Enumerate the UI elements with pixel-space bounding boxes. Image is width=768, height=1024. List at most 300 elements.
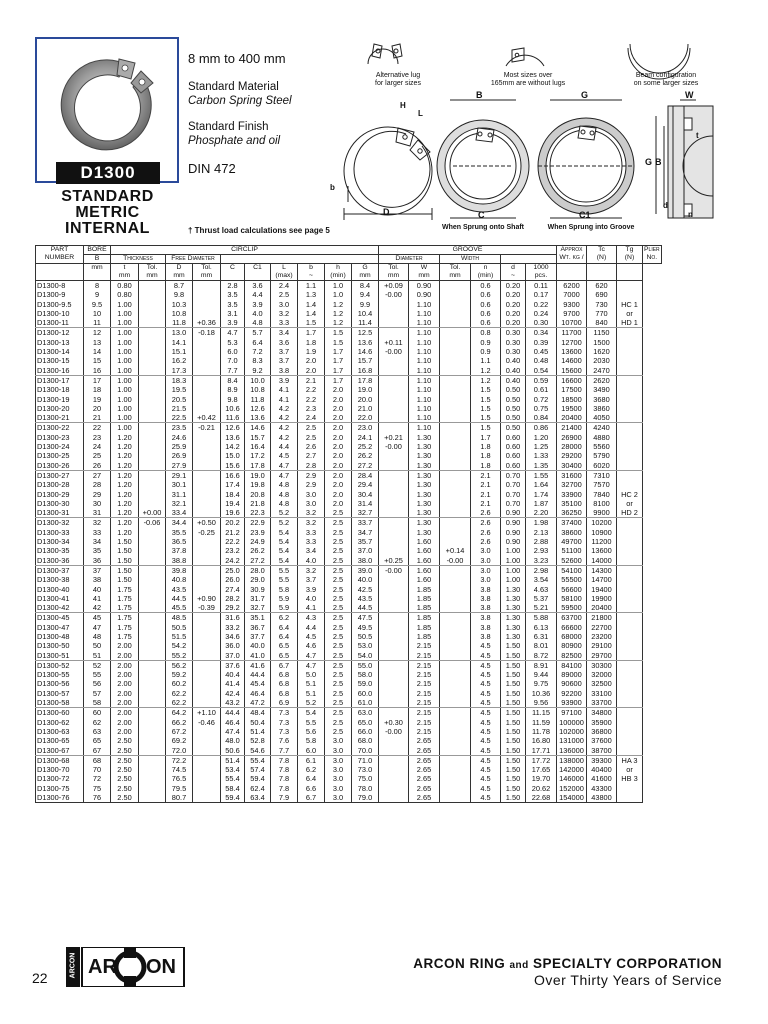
table-cell: 1.00	[501, 556, 526, 566]
table-cell: 17	[84, 375, 111, 385]
table-cell	[139, 708, 166, 718]
table-cell: 2.50	[111, 774, 139, 783]
table-cell: 2.0	[325, 499, 352, 508]
table-cell: +0.00	[139, 508, 166, 518]
table-cell: 59500	[557, 603, 587, 613]
part-number-cell: D1300-9.5	[36, 300, 84, 309]
title-line: METRIC	[75, 204, 140, 221]
table-cell: 8100	[587, 499, 617, 508]
table-cell: 48.4	[245, 708, 271, 718]
table-cell: 9.9	[352, 300, 379, 309]
table-row	[36, 480, 662, 489]
table-cell: 51	[84, 651, 111, 661]
table-cell: 1.00	[501, 546, 526, 555]
th-units	[36, 264, 84, 281]
table-cell	[617, 632, 643, 641]
table-cell	[193, 395, 221, 404]
table-cell: 1.75	[111, 603, 139, 613]
part-number-cell: D1300-67	[36, 746, 84, 756]
table-cell: 7310	[587, 470, 617, 480]
table-row	[36, 442, 662, 451]
table-cell: 8.91	[526, 660, 557, 670]
table-cell: 5.4	[271, 556, 298, 566]
table-cell: 80900	[557, 641, 587, 650]
table-cell: 21.8	[245, 499, 271, 508]
table-cell	[193, 385, 221, 394]
part-number-cell: D1300-68	[36, 755, 84, 765]
table-cell: 19.8	[245, 480, 271, 489]
table-cell: 0.70	[501, 470, 526, 480]
table-cell: 3.2	[298, 508, 325, 518]
table-cell	[617, 528, 643, 537]
table-cell	[139, 395, 166, 404]
table-cell: 1.10	[409, 356, 440, 365]
table-cell	[139, 347, 166, 356]
table-cell: 1.50	[501, 736, 526, 745]
table-cell: 31	[84, 508, 111, 518]
table-cell: 0.60	[501, 461, 526, 471]
title-line: STANDARD	[61, 188, 154, 205]
table-cell: 79.5	[166, 784, 193, 793]
table-cell	[440, 423, 471, 433]
table-cell: 4.2	[271, 433, 298, 442]
table-cell: 1.60	[409, 556, 440, 566]
table-cell	[139, 727, 166, 736]
table-cell: 3.0	[298, 490, 325, 499]
table-cell	[379, 490, 409, 499]
table-cell: 10900	[587, 528, 617, 537]
table-cell: 1.00	[111, 318, 139, 328]
table-cell: 65	[84, 736, 111, 745]
table-cell: 29.4	[352, 480, 379, 489]
table-cell: 9900	[587, 508, 617, 518]
table-cell: 49.5	[352, 623, 379, 632]
table-cell: or	[617, 309, 643, 318]
table-cell: 1.50	[501, 641, 526, 650]
part-number-cell: D1300-63	[36, 727, 84, 736]
table-cell	[617, 537, 643, 546]
table-cell: 2.4	[271, 281, 298, 291]
table-cell	[617, 470, 643, 480]
table-cell: 31.4	[352, 499, 379, 508]
table-cell	[139, 413, 166, 423]
table-cell: 1.5	[325, 338, 352, 347]
table-cell: 53.0	[352, 641, 379, 650]
table-cell: 33	[84, 528, 111, 537]
table-cell: 3.0	[271, 300, 298, 309]
table-cell	[440, 670, 471, 679]
table-cell: 5.3	[221, 338, 245, 347]
product-code-label: D1300	[56, 162, 160, 184]
table-cell: 0.30	[526, 318, 557, 328]
table-cell: 1.2	[325, 318, 352, 328]
table-cell: 10.8	[166, 309, 193, 318]
table-cell	[139, 433, 166, 442]
table-cell: 19.0	[245, 470, 271, 480]
table-cell: 1.00	[111, 338, 139, 347]
table-row	[36, 537, 662, 546]
table-cell: 9	[84, 290, 111, 299]
table-cell: 2.0	[325, 413, 352, 423]
table-cell: 1.8	[298, 338, 325, 347]
table-cell: 69.2	[166, 736, 193, 745]
table-cell	[193, 727, 221, 736]
table-row	[36, 660, 662, 670]
table-cell: 31600	[557, 470, 587, 480]
table-cell: 1.00	[501, 575, 526, 584]
part-number-cell: D1300-75	[36, 784, 84, 793]
table-cell: 15.0	[221, 451, 245, 460]
table-cell: 47.5	[352, 613, 379, 623]
table-cell: 0.6	[471, 290, 501, 299]
table-cell: 1.50	[501, 651, 526, 661]
table-cell	[193, 755, 221, 765]
table-cell: 1.30	[409, 499, 440, 508]
table-cell: 4.0	[298, 594, 325, 603]
table-cell	[440, 300, 471, 309]
table-cell: 154000	[557, 793, 587, 803]
table-cell: 23.0	[352, 423, 379, 433]
table-cell: 152000	[557, 784, 587, 793]
table-cell: 65.0	[352, 718, 379, 727]
dim-label-L: L	[418, 109, 423, 118]
table-cell: 3.23	[526, 556, 557, 566]
part-number-cell: D1300-23	[36, 433, 84, 442]
table-cell: 63700	[557, 613, 587, 623]
table-cell: 1.10	[409, 366, 440, 376]
th-tg: Tg (N)	[617, 246, 643, 264]
table-cell: 40	[84, 585, 111, 594]
table-cell: 12.5	[352, 328, 379, 338]
table-cell: 64.2	[166, 708, 193, 718]
table-cell: 2.6	[298, 442, 325, 451]
table-cell: +0.90	[193, 594, 221, 603]
part-number-cell: D1300-33	[36, 528, 84, 537]
table-cell: 72.2	[166, 755, 193, 765]
table-row	[36, 575, 662, 584]
table-cell: 0.40	[501, 366, 526, 376]
table-cell: 4.5	[471, 670, 501, 679]
table-cell	[379, 641, 409, 650]
table-cell: 16.6	[221, 470, 245, 480]
table-cell	[379, 423, 409, 433]
table-cell: 58100	[557, 594, 587, 603]
table-cell: 1.7	[325, 366, 352, 376]
table-cell: 20400	[557, 413, 587, 423]
table-cell: 1.87	[526, 499, 557, 508]
table-cell	[379, 528, 409, 537]
table-cell: 3.0	[471, 565, 501, 575]
table-cell: 10.3	[166, 300, 193, 309]
table-cell	[379, 395, 409, 404]
table-cell	[617, 423, 643, 433]
table-cell	[379, 594, 409, 603]
dim-label-GB-B: B	[655, 157, 662, 167]
table-cell: 27.2	[245, 556, 271, 566]
table-cell	[139, 451, 166, 460]
table-cell: 34.4	[166, 518, 193, 528]
table-cell	[440, 451, 471, 460]
table-cell: 5.2	[271, 508, 298, 518]
table-cell: 4.5	[471, 755, 501, 765]
table-row	[36, 366, 662, 376]
table-cell: 1.2	[325, 300, 352, 309]
table-cell	[139, 784, 166, 793]
table-row	[36, 623, 662, 632]
table-row	[36, 395, 662, 404]
table-cell	[440, 565, 471, 575]
table-cell: -0.00	[440, 556, 471, 566]
table-cell: 1.25	[526, 442, 557, 451]
table-cell: 2.5	[325, 546, 352, 555]
table-cell: 54100	[557, 565, 587, 575]
table-cell: 2.7	[298, 451, 325, 460]
table-cell: 19500	[557, 404, 587, 413]
table-cell: 1.30	[501, 632, 526, 641]
table-cell	[193, 623, 221, 632]
table-cell: 3.9	[245, 300, 271, 309]
table-cell	[379, 300, 409, 309]
technical-diagrams	[318, 36, 728, 241]
table-cell	[440, 793, 471, 803]
table-cell: 26	[84, 461, 111, 471]
table-cell: 55.2	[166, 651, 193, 661]
table-cell: 4.5	[471, 765, 501, 774]
table-cell: 22.5	[166, 413, 193, 423]
table-cell: 2.65	[409, 784, 440, 793]
table-cell: 1150	[587, 328, 617, 338]
table-cell: 4.5	[471, 718, 501, 727]
table-cell: 59.0	[352, 679, 379, 688]
dim-label-d: d	[663, 201, 668, 210]
table-cell: 73.0	[352, 765, 379, 774]
part-number-cell: D1300-20	[36, 404, 84, 413]
table-cell: 2.1	[471, 470, 501, 480]
table-cell: 6.2	[271, 613, 298, 623]
part-number-cell: D1300-50	[36, 641, 84, 650]
table-cell: 3490	[587, 385, 617, 394]
table-cell: 1.60	[409, 537, 440, 546]
table-cell	[193, 347, 221, 356]
table-cell	[193, 404, 221, 413]
table-cell: 23.5	[166, 423, 193, 433]
table-cell: 2.2	[298, 385, 325, 394]
table-cell	[440, 784, 471, 793]
table-cell: 18.3	[166, 375, 193, 385]
table-cell: 15.6	[221, 461, 245, 471]
table-row	[36, 765, 662, 774]
dim-label-C: C	[478, 210, 485, 220]
table-cell	[379, 518, 409, 528]
table-cell: 42	[84, 603, 111, 613]
table-cell: 6.2	[298, 765, 325, 774]
th-unit: Tol. mm	[440, 264, 471, 281]
table-cell	[617, 575, 643, 584]
table-cell: 19900	[587, 594, 617, 603]
table-cell	[139, 528, 166, 537]
table-cell: 1.85	[409, 594, 440, 603]
table-cell	[193, 480, 221, 489]
part-number-cell: D1300-18	[36, 385, 84, 394]
table-cell: 30.1	[166, 480, 193, 489]
th-blank	[221, 255, 379, 264]
table-cell: 1.10	[409, 404, 440, 413]
table-row	[36, 290, 662, 299]
table-cell	[193, 670, 221, 679]
table-cell	[440, 755, 471, 765]
table-cell: 50.5	[352, 632, 379, 641]
table-cell: or	[617, 765, 643, 774]
table-cell: 33700	[587, 698, 617, 708]
table-row	[36, 594, 662, 603]
table-cell	[617, 404, 643, 413]
table-cell: 7570	[587, 480, 617, 489]
table-cell: 1.7	[298, 328, 325, 338]
table-cell: 51.4	[245, 727, 271, 736]
table-cell: 15.7	[245, 433, 271, 442]
table-cell: 21400	[557, 423, 587, 433]
table-cell: 2.5	[325, 528, 352, 537]
table-cell: 5.1	[298, 689, 325, 698]
finish-label: Standard Finish	[188, 121, 269, 133]
part-number-cell: D1300-72	[36, 774, 84, 783]
th-unit: d ~	[501, 264, 526, 281]
table-cell: 26.2	[245, 546, 271, 555]
material-value: Carbon Spring Steel	[188, 95, 292, 107]
table-cell: 38700	[587, 746, 617, 756]
part-number-cell: D1300-10	[36, 309, 84, 318]
table-cell: 4.6	[298, 641, 325, 650]
part-number-cell: D1300-52	[36, 660, 84, 670]
logo-on: ON	[146, 956, 176, 978]
table-cell: 10700	[557, 318, 587, 328]
table-cell: 43.5	[352, 594, 379, 603]
table-cell: 16.4	[245, 442, 271, 451]
table-cell: 8.3	[245, 356, 271, 365]
table-cell: 4.7	[298, 651, 325, 661]
table-cell: 5.4	[298, 708, 325, 718]
table-cell: 2.65	[409, 746, 440, 756]
table-cell: 3.0	[325, 755, 352, 765]
table-cell	[193, 679, 221, 688]
part-number-cell: D1300-24	[36, 442, 84, 451]
table-cell	[139, 300, 166, 309]
table-cell: 29200	[557, 451, 587, 460]
table-cell	[440, 499, 471, 508]
table-cell	[440, 395, 471, 404]
table-cell	[440, 623, 471, 632]
caption-groove: When Sprung into Groove	[547, 224, 635, 231]
table-cell: 49700	[557, 537, 587, 546]
table-cell: 3.0	[325, 784, 352, 793]
table-cell: 16.2	[166, 356, 193, 365]
table-cell: 3.7	[271, 356, 298, 365]
caption-beam: Beam configuration on some larger sizes	[633, 72, 699, 87]
table-cell: 16600	[557, 375, 587, 385]
table-cell: 57	[84, 689, 111, 698]
table-cell: 58.4	[221, 784, 245, 793]
table-cell: 4.2	[271, 413, 298, 423]
table-cell: 6.4	[271, 632, 298, 641]
table-cell	[379, 623, 409, 632]
table-cell	[193, 356, 221, 365]
table-cell: 1.55	[526, 470, 557, 480]
table-row	[36, 338, 662, 347]
table-cell: 13.6	[221, 433, 245, 442]
table-cell: 7.0	[221, 356, 245, 365]
table-cell: 2.1	[471, 499, 501, 508]
table-row	[36, 774, 662, 783]
table-cell: 31.1	[166, 490, 193, 499]
table-row	[36, 727, 662, 736]
table-cell: 2.0	[325, 490, 352, 499]
table-cell	[193, 565, 221, 575]
table-cell: 2.3	[298, 404, 325, 413]
table-cell: 46.4	[221, 718, 245, 727]
table-cell: 12.6	[245, 404, 271, 413]
table-cell: 3.5	[221, 300, 245, 309]
table-cell	[139, 480, 166, 489]
table-cell	[617, 679, 643, 688]
table-cell: 1.20	[111, 518, 139, 528]
table-cell: 2.00	[111, 641, 139, 650]
table-cell	[440, 385, 471, 394]
table-cell: 2.00	[111, 727, 139, 736]
part-number-cell: D1300-76	[36, 793, 84, 803]
table-cell: 1.50	[501, 670, 526, 679]
part-number-cell: D1300-34	[36, 537, 84, 546]
table-cell: 56	[84, 679, 111, 688]
table-cell: HC 2	[617, 490, 643, 499]
table-cell: 8.72	[526, 651, 557, 661]
part-number-cell: D1300-47	[36, 623, 84, 632]
table-cell: 22700	[587, 623, 617, 632]
table-cell: +0.11	[379, 338, 409, 347]
table-cell: 2.50	[111, 784, 139, 793]
table-cell: 2.15	[409, 651, 440, 661]
table-cell: 1.10	[409, 338, 440, 347]
table-cell: +0.42	[193, 413, 221, 423]
table-cell: 52.8	[245, 736, 271, 745]
table-cell	[379, 309, 409, 318]
table-row	[36, 318, 662, 328]
table-cell	[139, 499, 166, 508]
table-cell: 38.0	[352, 556, 379, 566]
table-cell: 0.30	[501, 347, 526, 356]
table-cell	[193, 537, 221, 546]
table-cell: 1.2	[471, 375, 501, 385]
table-cell: 19.4	[221, 499, 245, 508]
table-cell: 54.0	[352, 651, 379, 661]
table-cell: 1.30	[409, 490, 440, 499]
table-cell	[440, 281, 471, 291]
table-cell	[193, 508, 221, 518]
table-cell: 0.40	[501, 356, 526, 365]
table-cell: HD 2	[617, 508, 643, 518]
table-cell	[440, 698, 471, 708]
table-cell: 2.5	[325, 575, 352, 584]
table-cell	[139, 585, 166, 594]
table-cell: 10.4	[352, 309, 379, 318]
table-cell: 1.10	[409, 318, 440, 328]
table-cell: 42.4	[221, 689, 245, 698]
table-cell: 24.2	[221, 556, 245, 566]
table-cell: 2.5	[325, 708, 352, 718]
thrust-note: † Thrust load calculations see page 5	[188, 226, 330, 235]
table-cell	[379, 736, 409, 745]
table-cell: 40.8	[166, 575, 193, 584]
material-label: Standard Material	[188, 81, 279, 93]
